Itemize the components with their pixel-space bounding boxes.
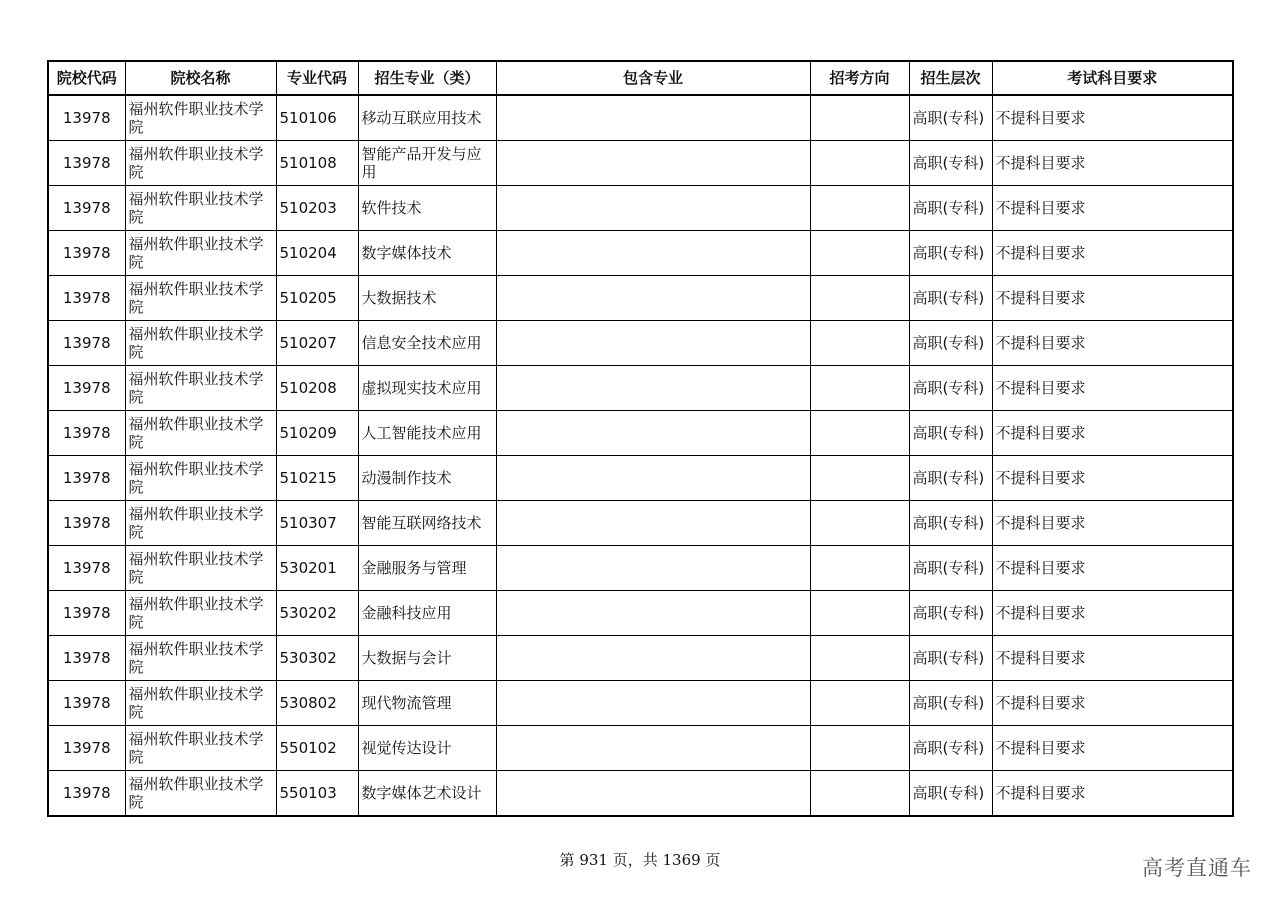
cell-includes [496,726,810,771]
cell-major: 移动互联应用技术 [358,95,496,141]
cell-direction [810,276,909,321]
cell-school-name: 福州软件职业技术学院 [125,591,276,636]
watermark-text: 高考直通车 [1142,856,1252,880]
cell-major-code: 510106 [276,95,358,141]
cell-school-name: 福州软件职业技术学院 [125,95,276,141]
cell-direction [810,456,909,501]
cell-requirement: 不提科目要求 [992,771,1233,817]
table-row [48,366,1233,411]
cell-major-code: 510307 [276,501,358,546]
cell-includes [496,771,810,817]
cell-major: 虚拟现实技术应用 [358,366,496,411]
cell-major: 智能互联网络技术 [358,501,496,546]
cell-level: 高职(专科) [909,95,992,141]
cell-school-code: 13978 [48,95,125,141]
cell-level: 高职(专科) [909,366,992,411]
cell-requirement: 不提科目要求 [992,681,1233,726]
cell-direction [810,636,909,681]
cell-requirement: 不提科目要求 [992,501,1233,546]
cell-requirement: 不提科目要求 [992,411,1233,456]
cell-direction [810,186,909,231]
cell-level: 高职(专科) [909,141,992,186]
cell-major: 软件技术 [358,186,496,231]
cell-school-code: 13978 [48,276,125,321]
table-body [48,95,1233,816]
table-row [48,636,1233,681]
cell-major: 视觉传达设计 [358,726,496,771]
cell-school-code: 13978 [48,501,125,546]
cell-includes [496,95,810,141]
cell-requirement: 不提科目要求 [992,366,1233,411]
cell-school-name: 福州软件职业技术学院 [125,366,276,411]
cell-requirement: 不提科目要求 [992,231,1233,276]
cell-includes [496,276,810,321]
table-row [48,411,1233,456]
cell-requirement: 不提科目要求 [992,321,1233,366]
cell-major: 数字媒体技术 [358,231,496,276]
cell-major-code: 510207 [276,321,358,366]
cell-school-code: 13978 [48,546,125,591]
cell-school-code: 13978 [48,456,125,501]
table-row [48,456,1233,501]
table-row [48,276,1233,321]
cell-direction [810,771,909,817]
cell-school-code: 13978 [48,231,125,276]
cell-school-code: 13978 [48,726,125,771]
cell-school-code: 13978 [48,141,125,186]
cell-school-name: 福州软件职业技术学院 [125,231,276,276]
cell-includes [496,546,810,591]
cell-level: 高职(专科) [909,636,992,681]
cell-major-code: 510209 [276,411,358,456]
cell-requirement: 不提科目要求 [992,95,1233,141]
cell-level: 高职(专科) [909,546,992,591]
table-row [48,321,1233,366]
cell-major-code: 550103 [276,771,358,817]
page-number: 第 931 页，共 1369 页 [559,851,721,869]
cell-direction [810,141,909,186]
cell-major: 数字媒体艺术设计 [358,771,496,817]
cell-major-code: 550102 [276,726,358,771]
cell-school-code: 13978 [48,186,125,231]
table-row [48,231,1233,276]
cell-major-code: 510205 [276,276,358,321]
table-row [48,591,1233,636]
cell-level: 高职(专科) [909,276,992,321]
cell-level: 高职(专科) [909,231,992,276]
cell-requirement: 不提科目要求 [992,141,1233,186]
header-includes: 包含专业 [496,61,810,95]
cell-level: 高职(专科) [909,591,992,636]
table-header-row [48,61,1233,95]
cell-school-name: 福州软件职业技术学院 [125,186,276,231]
cell-major-code: 530201 [276,546,358,591]
header-direction: 招考方向 [810,61,909,95]
cell-level: 高职(专科) [909,411,992,456]
cell-school-name: 福州软件职业技术学院 [125,411,276,456]
cell-includes [496,321,810,366]
header-major-code: 专业代码 [276,61,358,95]
cell-school-name: 福州软件职业技术学院 [125,276,276,321]
header-major: 招生专业（类） [358,61,496,95]
cell-major-code: 510208 [276,366,358,411]
cell-level: 高职(专科) [909,681,992,726]
table-row [48,546,1233,591]
cell-direction [810,411,909,456]
cell-major: 金融科技应用 [358,591,496,636]
cell-school-code: 13978 [48,411,125,456]
cell-level: 高职(专科) [909,501,992,546]
table-row [48,501,1233,546]
cell-includes [496,411,810,456]
cell-major: 金融服务与管理 [358,546,496,591]
cell-requirement: 不提科目要求 [992,186,1233,231]
cell-requirement: 不提科目要求 [992,636,1233,681]
cell-direction [810,726,909,771]
cell-school-name: 福州软件职业技术学院 [125,501,276,546]
cell-major-code: 530202 [276,591,358,636]
header-level: 招生层次 [909,61,992,95]
cell-major-code: 530302 [276,636,358,681]
cell-includes [496,681,810,726]
cell-level: 高职(专科) [909,186,992,231]
header-school-code: 院校代码 [48,61,125,95]
cell-direction [810,366,909,411]
table-row [48,141,1233,186]
cell-includes [496,456,810,501]
cell-school-name: 福州软件职业技术学院 [125,546,276,591]
cell-direction [810,321,909,366]
cell-major-code: 530802 [276,681,358,726]
cell-school-code: 13978 [48,591,125,636]
cell-requirement: 不提科目要求 [992,546,1233,591]
cell-major: 智能产品开发与应用 [358,141,496,186]
cell-school-code: 13978 [48,366,125,411]
cell-major-code: 510108 [276,141,358,186]
cell-major: 动漫制作技术 [358,456,496,501]
cell-major: 现代物流管理 [358,681,496,726]
table-row [48,771,1233,817]
table-row [48,726,1233,771]
cell-direction [810,546,909,591]
cell-major: 信息安全技术应用 [358,321,496,366]
cell-school-name: 福州软件职业技术学院 [125,141,276,186]
table-row [48,95,1233,141]
cell-includes [496,636,810,681]
cell-school-code: 13978 [48,636,125,681]
cell-school-code: 13978 [48,771,125,817]
cell-school-name: 福州软件职业技术学院 [125,321,276,366]
cell-requirement: 不提科目要求 [992,276,1233,321]
cell-level: 高职(专科) [909,771,992,817]
cell-direction [810,231,909,276]
table-row [48,186,1233,231]
cell-includes [496,231,810,276]
cell-includes [496,366,810,411]
cell-school-code: 13978 [48,681,125,726]
header-school-name: 院校名称 [125,61,276,95]
table-row [48,681,1233,726]
cell-school-code: 13978 [48,321,125,366]
cell-includes [496,186,810,231]
cell-level: 高职(专科) [909,456,992,501]
cell-major: 人工智能技术应用 [358,411,496,456]
cell-requirement: 不提科目要求 [992,456,1233,501]
cell-includes [496,501,810,546]
header-requirement: 考试科目要求 [992,61,1233,95]
cell-school-name: 福州软件职业技术学院 [125,771,276,817]
cell-school-name: 福州软件职业技术学院 [125,681,276,726]
cell-major-code: 510204 [276,231,358,276]
cell-requirement: 不提科目要求 [992,726,1233,771]
cell-major-code: 510215 [276,456,358,501]
cell-school-name: 福州软件职业技术学院 [125,456,276,501]
cell-includes [496,591,810,636]
cell-level: 高职(专科) [909,321,992,366]
cell-direction [810,501,909,546]
cell-direction [810,95,909,141]
cell-direction [810,681,909,726]
cell-level: 高职(专科) [909,726,992,771]
cell-major-code: 510203 [276,186,358,231]
cell-major: 大数据技术 [358,276,496,321]
cell-requirement: 不提科目要求 [992,591,1233,636]
cell-school-name: 福州软件职业技术学院 [125,726,276,771]
cell-includes [496,141,810,186]
admissions-table [47,60,1234,817]
cell-major: 大数据与会计 [358,636,496,681]
cell-direction [810,591,909,636]
cell-school-name: 福州软件职业技术学院 [125,636,276,681]
